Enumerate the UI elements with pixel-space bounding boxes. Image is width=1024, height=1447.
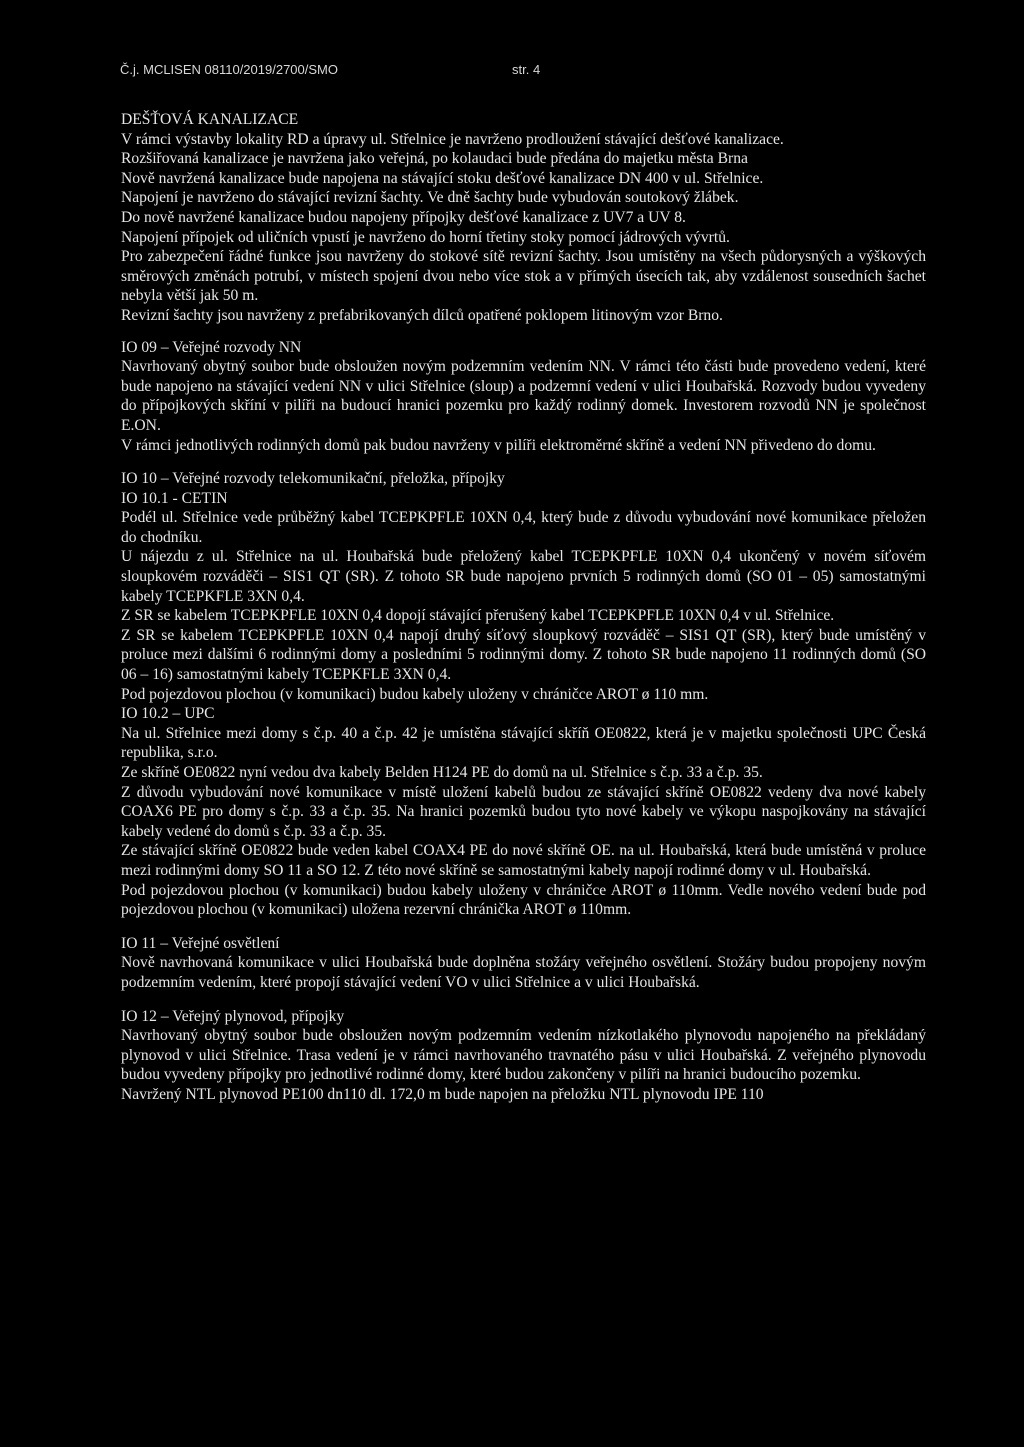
paragraph: Napojení přípojek od uličních vpustí je navrženo do horní třetiny stoky pomocí jádrových vývrtů. (121, 228, 730, 246)
paragraph: Rozšiřovaná kanalizace je navržena jako veřejná, po kolaudaci bude předána do majetku města Brna (121, 150, 748, 168)
page-header (120, 62, 920, 84)
section-heading: IO 11 – Veřejné osvětlení (121, 934, 280, 952)
paragraph: Z SR se kabelem TCEPKPFLE 10XN 0,4 napojí druhý síťový sloupkový rozváděč – SIS1 QT (SR), který bude umístěný v proluce mezi dalšími 6 rodinnými domy a posledními 5 rodinnými domy. Z tohoto SR bude napojeno 11 rodinných domů (SO 06 – 16) samostatnými kabely TCEPKFLE 3XN 0,4. (121, 626, 926, 684)
paragraph: Navrhovaný obytný soubor bude obsloužen novým podzemním vedením NN. V rámci této části bude provedeno vedení, které bude napojeno na stávající vedení NN v ulici Střelnice (sloup) a podzemní vedení v ulici Houbařská. Rozvody budou vyvedeny do přípojkových skříní v pilíři na budoucí hranici pozemku pro každý rodinný domek. Investorem rozvodů NN je společnost E.ON. (121, 358, 926, 434)
section-io-11 (121, 934, 926, 993)
paragraph: Ze skříně OE0822 nyní vedou dva kabely Belden H124 PE do domů na ul. Střelnice s č.p. 33 a č.p. 35. (121, 764, 763, 781)
document-body (121, 110, 926, 1105)
section-heading: IO 09 – Veřejné rozvody NN (121, 338, 302, 356)
paragraph: V rámci výstavby lokality RD a úpravy ul. Střelnice je navrženo prodloužení stávající dešťové kanalizace. (121, 130, 784, 148)
section-heading: IO 10 – Veřejné rozvody telekomunikační, přeložka, přípojky (121, 470, 505, 488)
section-destova-kanalizace (121, 110, 926, 326)
paragraph: Na ul. Střelnice mezi domy s č.p. 40 a č.p. 42 je umístěna stávající skříň OE0822, která je v majetku společnosti UPC Česká republika, s.r.o. (121, 724, 926, 762)
paragraph: Revizní šachty jsou navrženy z prefabrikovaných dílců opatřené poklopem litinovým vzor Brno. (121, 306, 723, 324)
paragraph: Nově navržená kanalizace bude napojena na stávající stoku dešťové kanalizace DN 400 v ul. Střelnice. (121, 169, 764, 187)
paragraph: Z důvodu vybudování nové komunikace v místě uložení kabelů budou ze stávající skříně OE0822 vedeny dva nové kabely COAX6 PE pro domy s č.p. 33 a č.p. 35. Na hranici pozemků budou tyto nové kabely ve výkopu naspojkovány na stávající kabely vedené do domů s č.p. 33 a č.p. 35. (121, 783, 926, 840)
document-reference: Č.j. MCLISEN 08110/2019/2700/SMO (120, 62, 338, 77)
section-heading: IO 12 – Veřejný plynovod, přípojky (121, 1007, 345, 1025)
page-number: str. 4 (512, 62, 541, 77)
section-io-09 (121, 338, 926, 456)
section-io-12 (121, 1007, 926, 1105)
paragraph: Podél ul. Střelnice vede průběžný kabel TCEPKPFLE 10XN 0,4, který bude z důvodu vybudování nové komunikace přeložen do chodníku. (121, 509, 926, 546)
paragraph: Do nově navržené kanalizace budou napojeny přípojky dešťové kanalizace z UV7 a UV 8. (121, 208, 686, 226)
paragraph: V rámci jednotlivých rodinných domů pak budou navrženy v pilíři elektroměrné skříně a vedení NN přivedeno do domu. (121, 436, 876, 454)
paragraph: Navrhovaný obytný soubor bude obsloužen novým podzemním vedením nízkotlakého plynovodu napojeného na překládaný plynovod v ulici Střelnice. Trasa vedení je v rámci navrhovaného travnatého pásu v ulici Houbařská. Z veřejného plynovodu budou vyvedeny přípojky pro jednotlivé rodinné domy, které budou zakončeny v pilíři na hranici budoucího pozemku. (121, 1027, 926, 1084)
paragraph: Z SR se kabelem TCEPKPFLE 10XN 0,4 dopojí stávající přerušený kabel TCEPKPFLE 10XN 0,4 v ul. Střelnice. (121, 607, 835, 625)
paragraph: Pod pojezdovou plochou (v komunikaci) budou kabely uloženy v chráničce AROT ø 110mm. Vedle nového vedení bude pod pojezdovou plochou (v komunikaci) uložena rezervní chránička AROT ø 110mm. (121, 881, 926, 919)
section-io-10 (121, 469, 926, 920)
subsection-heading: IO 10.1 - CETIN (121, 489, 228, 507)
paragraph: Napojení je navrženo do stávající revizní šachty. Ve dně šachty bude vybudován soutokový žlábek. (121, 189, 739, 207)
paragraph: Navržený NTL plynovod PE100 dn110 dl. 172,0 m bude napojen na přeložku NTL plynovodu IPE 110 (121, 1085, 764, 1103)
paragraph: Nově navrhovaná komunikace v ulici Houbařská bude doplněna stožáry veřejného osvětlení. Stožáry budou propojeny novým podzemním vedením, které propojí stávající vedení VO v ulici Střelnice a v ulici Houbařská. (121, 954, 926, 991)
paragraph: Pod pojezdovou plochou (v komunikaci) budou kabely uloženy v chráničce AROT ø 110 mm. (121, 685, 709, 703)
section-heading: DEŠŤOVÁ KANALIZACE (121, 111, 299, 128)
paragraph: Ze stávající skříně OE0822 bude veden kabel COAX4 PE do nové skříně OE. na ul. Houbařská, která bude umístěná v proluce mezi rodinnými domy SO 11 a SO 12. Z této nové skříně se samostatnými kabely napojí rodinné domy v ul. Houbařská. (121, 842, 926, 879)
paragraph: Pro zabezpečení řádné funkce jsou navrženy do stokové sítě revizní šachty. Jsou umístěny na všech půdorysných a výškových směrových změnách potrubí, v místech spojení dvou nebo více stok a v přímých úsecích tak, aby vzdálenost sousedních šachet nebyla větší jak 50 m. (121, 248, 926, 305)
subsection-heading: IO 10.2 – UPC (121, 705, 215, 723)
paragraph: U nájezdu z ul. Střelnice na ul. Houbařská bude přeložený kabel TCEPKPFLE 10XN 0,4 ukončený v novém síťovém sloupkovém rozváděči – SIS1 QT (SR). Z tohoto SR bude napojeno prvních 5 rodinných domů (SO 01 – 05) samostatnými kabely TCEPKFLE 3XN 0,4. (121, 548, 926, 605)
